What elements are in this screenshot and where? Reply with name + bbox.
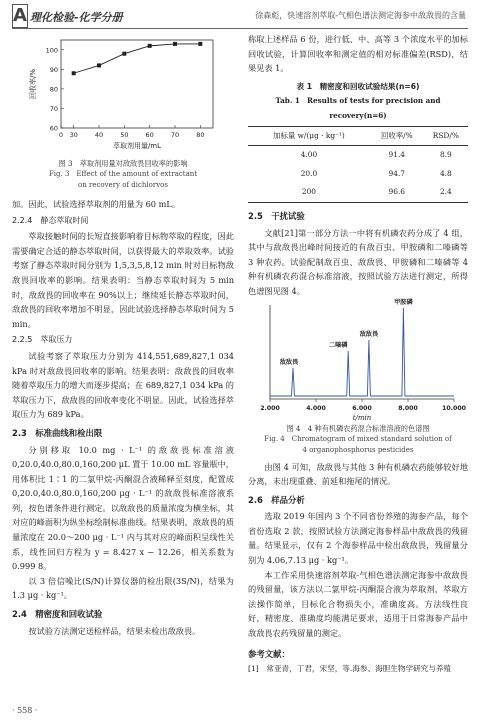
table-header-cell: 回收率/% xyxy=(370,126,424,146)
x-tick-label: 6.000 xyxy=(352,404,372,412)
paragraph: 称取上述样品 6 份，进行低、中、高等 3 个浓度水平的加标回收试验，计算回收率和测定值的相对标准偏差(RSD)，结果见表 1。 xyxy=(248,34,468,74)
table-row xyxy=(248,146,468,165)
figure4-caption-en-1: Fig. 4 Chromatogram of mixed standard solution of xyxy=(264,434,452,443)
paragraph: 本工作采用快速溶剂萃取-气相色谱法测定海参中敌敌畏的残留量，该方法以二氯甲烷-丙酮混合液为萃取剂，萃取方法操作简单，目标化合物损失小，准确度高。方法线性良好，精密度、准确度均能满足要求，适用于日常海参产品中敌敌畏农药残留量的测定。 xyxy=(248,569,468,639)
section-heading: 2.4 精密度和回收试验 xyxy=(12,609,103,620)
figure3-caption-cn: 图 3 萃取剂用量对敌敌畏回收率的影响 xyxy=(58,159,188,168)
table1-caption-en: Tab. 1 Results of tests for precision and recovery(n=6) xyxy=(275,96,441,120)
table-cell: 4.8 xyxy=(439,168,452,178)
section-heading: 2.3 标准曲线和检出限 xyxy=(12,427,103,438)
paragraph: 由图 4 可知，敌敌畏与其他 3 种有机磷农药能够较好地分离，未出现重叠、前延和拖尾的情况。 xyxy=(248,461,468,487)
data-point xyxy=(198,42,202,46)
peak-label: 敌敌畏 xyxy=(279,358,299,366)
data-point xyxy=(148,44,152,48)
table-header-cell: 加标量 w/(μg · kg⁻¹) xyxy=(248,126,370,146)
x-axis-label: 萃取剂用量/mL xyxy=(112,142,162,150)
figure3-caption-en-2: on recovery of dichlorvos xyxy=(78,181,168,189)
plot-frame xyxy=(61,40,213,128)
journal-title: 理化检验-化学分册 xyxy=(30,11,123,24)
x-tick-label: 8.000 xyxy=(398,404,418,412)
series-line xyxy=(74,44,201,73)
table1-caption-cn: 表 1 精密度和回收试验结果(n=6) xyxy=(296,81,420,91)
y-axis-label: 回收率/% xyxy=(29,68,37,100)
paragraph: 加。因此，试验选择萃取剂的用量为 60 mL。 xyxy=(12,199,181,209)
paragraph: 萃取接触时间的长短直接影响着目标物萃取的程度，因此需要确定合适的静态萃取时间，以获得最大的萃取效率。试验考察了静态萃取时间分别为 1,5,3,5,8,12 min 时对目标物敌敌畏回收率的影响。结果表明：当静态萃取时间为 5 min 时，敌敌畏的回收率在 90%以上；继续延长静态萃取时间，敌敌畏的回收率增加不明显，因此试验选择静态萃取时间为 5 min。 xyxy=(12,231,234,329)
peak-label: 敌敌畏 xyxy=(359,330,379,338)
y-tick-label: 70 xyxy=(49,104,58,113)
table-cell: 4.00 xyxy=(300,150,318,160)
x-tick-label: 4.000 xyxy=(306,404,326,412)
table-cell: 8.9 xyxy=(439,150,452,160)
x-tick-label: 50 xyxy=(120,131,129,139)
page-header xyxy=(0,0,480,30)
paragraph: 分别移取 10.0 mg · L⁻¹ 的敌敌畏标准溶液 0,20.0,40.0,80.0,160,200 μL 置于 10.00 mL 容量瓶中，用体积比 1∶1 的二氯甲烷-丙酮混合液稀释至刻度，配置成 0,20.0,40.0,80.0,160,200 μg · L⁻¹ 的敌敌畏标准溶液系列，按色谱条件进行测定。以敌敌畏的质量浓度为横坐标，其对应的峰面积为纵坐标绘制标准曲线。结果表明，敌敌畏的质量浓度在 20.0～200 μg · L⁻¹ 内与其对应的峰面积呈线性关系，线性回归方程为 y = 8.427 x − 12.26，相关系数为 0.999 8。 xyxy=(12,444,234,572)
paragraph: 文献[21]第一部分方法一中将有机磷农药分成了 4 组，其中与敌敌畏出峰时间接近的有敌百虫、甲胺磷和二嗪磷等 3 种农药。试验配制敌百虫、敌敌畏、甲胺磷和二嗪磷等 4 种有机磷农药混合标准溶液，按照试验方法进行测定，所得色谱图见图 4。 xyxy=(248,227,468,296)
figure3-chart xyxy=(23,32,223,158)
x-tick-label: 0 xyxy=(58,131,64,139)
table-cell: 94.7 xyxy=(388,168,406,178)
paragraph: 以 3 倍信噪比(S/N)计算仪器的检出限(3S/N)，结果为 1.3 μg · kg⁻¹。 xyxy=(12,575,234,601)
table1 xyxy=(248,126,468,203)
data-point xyxy=(97,63,101,67)
y-tick-label: 90 xyxy=(49,65,58,74)
figure4-chromatogram xyxy=(258,298,466,423)
table-row xyxy=(248,183,468,202)
left-column xyxy=(12,32,234,638)
peak-label: 甲胺磷 xyxy=(394,298,413,306)
chromatogram-trace xyxy=(270,308,454,396)
x-axis-label: t/min xyxy=(352,413,372,422)
running-head: 徐森彪，快速溶剂萃取-气相色谱法测定海参中敌敌畏的含量 xyxy=(255,11,466,20)
paragraph: 按试验方法测定送检样品，结果未检出敌敌畏。 xyxy=(28,625,201,636)
x-tick-label: 60 xyxy=(145,131,154,139)
x-tick-label: 2.000 xyxy=(260,404,280,412)
figure3-caption-en-1: Fig. 3 Effect of the amount of extractant xyxy=(48,170,198,178)
section-heading: 2.2.5 萃取压力 xyxy=(12,335,73,345)
header-rule xyxy=(12,28,468,29)
y-tick-label: 100 xyxy=(45,46,58,55)
journal-logo: A xyxy=(13,5,27,26)
table-cell: 2.4 xyxy=(424,183,468,202)
section-heading: 2.5 干扰试验 xyxy=(248,210,305,221)
peak-label: 二嗪磷 xyxy=(328,341,348,349)
y-tick-label: 80 xyxy=(49,85,58,94)
table-row xyxy=(248,165,468,184)
x-tick-label: 70 xyxy=(170,131,180,139)
table-cell: 91.4 xyxy=(388,150,406,160)
paragraph: 选取 2019 年国内 3 个不同省份养殖的海参产品，每个省份选取 2 款，按照试验方法测定海参样品中敌敌畏的残留量。结果显示，仅有 2 个海参样品中检出敌敌畏，残留量分别为 4.06,7.13 μg · kg⁻¹。 xyxy=(248,511,468,566)
x-tick-label: 40 xyxy=(94,131,104,139)
references-heading: 参考文献： xyxy=(248,648,290,659)
x-tick-label: 80 xyxy=(196,131,205,139)
data-point xyxy=(122,52,126,56)
page-number: · 558 · xyxy=(12,706,38,715)
table-cell: 96.6 xyxy=(370,183,424,202)
right-column xyxy=(248,32,468,675)
data-point xyxy=(173,42,177,46)
data-point xyxy=(72,71,76,75)
section-heading: 2.6 样品分析 xyxy=(248,494,305,505)
table-cell: 20.0 xyxy=(300,168,318,178)
reference-item: [1] 常亚青，丁君，宋坚，等.海参、海胆生物学研究与养殖 xyxy=(248,664,452,674)
table-header-cell: RSD/% xyxy=(424,126,468,146)
section-heading: 2.2.4 静态萃取时间 xyxy=(12,215,89,225)
figure4-caption-en-2: 4 organophosphorus pesticides xyxy=(302,445,414,454)
y-tick-label: 60 xyxy=(49,124,58,133)
x-tick-label: 10.000 xyxy=(442,404,466,412)
table-cell: 200 xyxy=(248,183,370,202)
x-tick-label: 30 xyxy=(69,131,78,139)
paragraph: 试验考察了萃取压力分别为 414,551,689,827,1 034 kPa 时对敌敌畏回收率的影响。结果表明：敌敌畏的回收率随着萃取压力的增大而逐步提高；在 689,827,1 034 kPa 的萃取压力下，敌敌畏的回收率变化不明显。因此，试验选择萃取压力为 689 kPa。 xyxy=(12,350,234,420)
figure4-caption-cn: 图 4 4 种有机磷农药混合标准溶液的色谱图 xyxy=(286,423,430,433)
